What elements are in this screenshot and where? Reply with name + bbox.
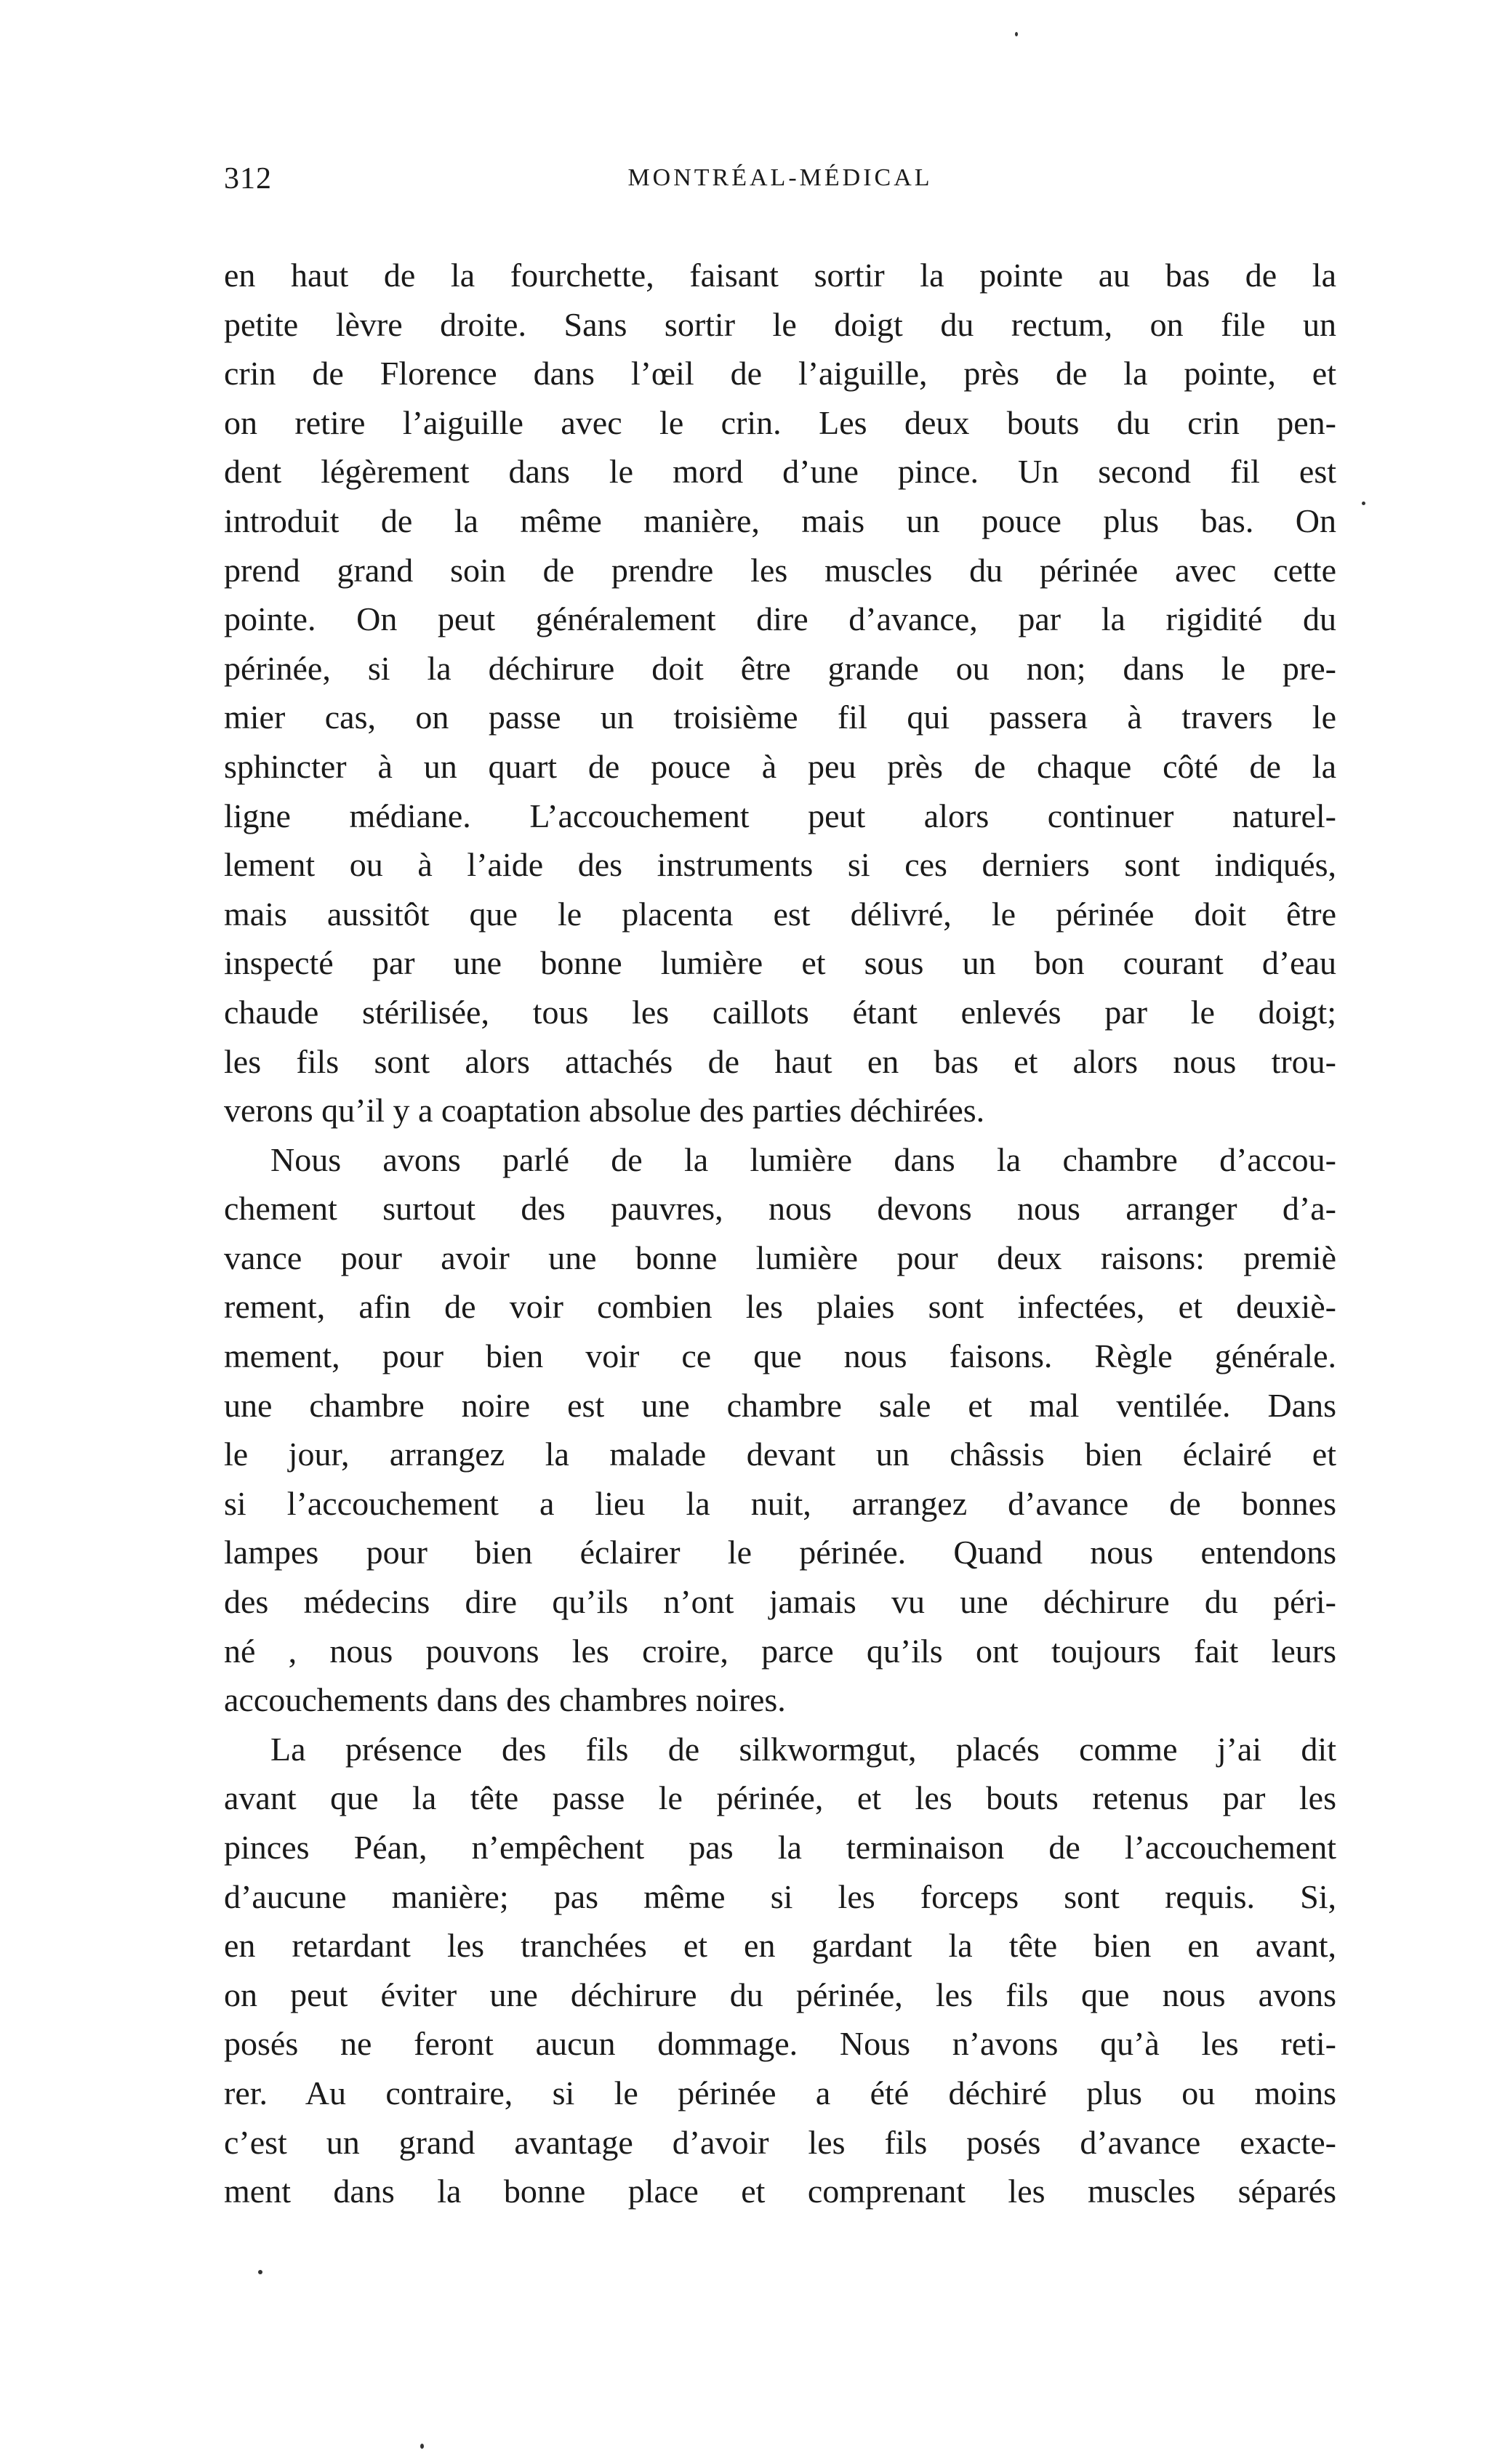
text-line: mement, pour bien voir ce que nous faisons. Règle générale. xyxy=(224,1337,1336,1375)
text-line: introduit de la même manière, mais un pouce plus bas. On xyxy=(224,502,1336,539)
page-header xyxy=(224,161,1336,205)
text-line: pointe. On peut généralement dire d’avance, par la rigidité du xyxy=(224,600,1336,638)
text-line: accouchements dans des chambres noires. xyxy=(224,1681,786,1719)
text-line: né , nous pouvons les croire, parce qu’ils ont toujours fait leurs xyxy=(224,1632,1336,1670)
text-line: avant que la tête passe le périnée, et les bouts retenus par les xyxy=(224,1779,1336,1817)
scan-speck xyxy=(258,2270,262,2274)
text-line: mais aussitôt que le placenta est délivré, le périnée doit être xyxy=(224,895,1336,933)
text-line: Nous avons parlé de la lumière dans la chambre d’accou- xyxy=(270,1140,1336,1178)
text-line: en retardant les tranchées et en gardant la tête bien en avant, xyxy=(224,1927,1336,1965)
text-line: mier cas, on passe un troisième fil qui passera à travers le xyxy=(224,698,1336,736)
text-line: posés ne feront aucun dommage. Nous n’avons qu’à les reti- xyxy=(224,2025,1336,2063)
text-line: La présence des fils de silkwormgut, placés comme j’ai dit xyxy=(270,1730,1336,1768)
text-line: pinces Péan, n’empêchent pas la terminaison de l’accouchement xyxy=(224,1829,1336,1866)
text-line: petite lèvre droite. Sans sortir le doigt du rectum, on file un xyxy=(224,305,1336,343)
text-line: des médecins dire qu’ils n’ont jamais vu une déchirure du péri- xyxy=(224,1583,1336,1621)
text-line: lampes pour bien éclairer le périnée. Quand nous entendons xyxy=(224,1534,1336,1571)
body-text xyxy=(224,251,1336,2216)
text-line: ligne médiane. L’accouchement peut alors continuer naturel- xyxy=(224,797,1336,834)
text-line: c’est un grand avantage d’avoir les fils posés d’avance exacte- xyxy=(224,2123,1336,2161)
text-line: prend grand soin de prendre les muscles du périnée avec cette xyxy=(224,551,1336,589)
text-line: on peut éviter une déchirure du périnée, les fils que nous avons xyxy=(224,1976,1336,2013)
text-line: verons qu’il y a coaptation absolue des parties déchirées. xyxy=(224,1092,985,1130)
text-line: si l’accouchement a lieu la nuit, arrangez d’avance de bonnes xyxy=(224,1484,1336,1522)
text-line: dent légèrement dans le mord d’une pince. Un second fil est xyxy=(224,453,1336,491)
text-line: une chambre noire est une chambre sale et mal ventilée. Dans xyxy=(224,1386,1336,1424)
text-line: ment dans la bonne place et comprenant les muscles séparés xyxy=(224,2173,1336,2210)
scan-speck xyxy=(420,2444,424,2449)
running-head: MONTRÉAL-MÉDICAL xyxy=(627,164,933,191)
text-line: vance pour avoir une bonne lumière pour deux raisons: premiè xyxy=(224,1239,1336,1276)
text-line: rer. Au contraire, si le périnée a été déchiré plus ou moins xyxy=(224,2074,1336,2111)
text-line: rement, afin de voir combien les plaies sont infectées, et deuxiè- xyxy=(224,1288,1336,1326)
text-line: d’aucune manière; pas même si les forceps sont requis. Si, xyxy=(224,1877,1336,1915)
text-line: sphincter à un quart de pouce à peu près de chaque côté de la xyxy=(224,747,1336,785)
scan-speck xyxy=(1015,32,1018,36)
text-line: chaude stérilisée, tous les caillots étant enlevés par le doigt; xyxy=(224,993,1336,1031)
text-line: les fils sont alors attachés de haut en bas et alors nous trou- xyxy=(224,1042,1336,1080)
text-line: le jour, arrangez la malade devant un châssis bien éclairé et xyxy=(224,1436,1336,1473)
text-line: chement surtout des pauvres, nous devons nous arranger d’a- xyxy=(224,1190,1336,1228)
scan-speck xyxy=(1362,502,1365,505)
text-line: on retire l’aiguille avec le crin. Les deux bouts du crin pen- xyxy=(224,403,1336,441)
text-line: lement ou à l’aide des instruments si ces derniers sont indiqués, xyxy=(224,846,1336,884)
text-line: crin de Florence dans l’œil de l’aiguille, près de la pointe, et xyxy=(224,355,1336,392)
page-number: 312 xyxy=(224,162,272,196)
text-line: inspecté par une bonne lumière et sous un bon courant d’eau xyxy=(224,944,1336,982)
text-line: en haut de la fourchette, faisant sortir la pointe au bas de la xyxy=(224,257,1336,294)
text-line: périnée, si la déchirure doit être grande ou non; dans le pre- xyxy=(224,649,1336,687)
